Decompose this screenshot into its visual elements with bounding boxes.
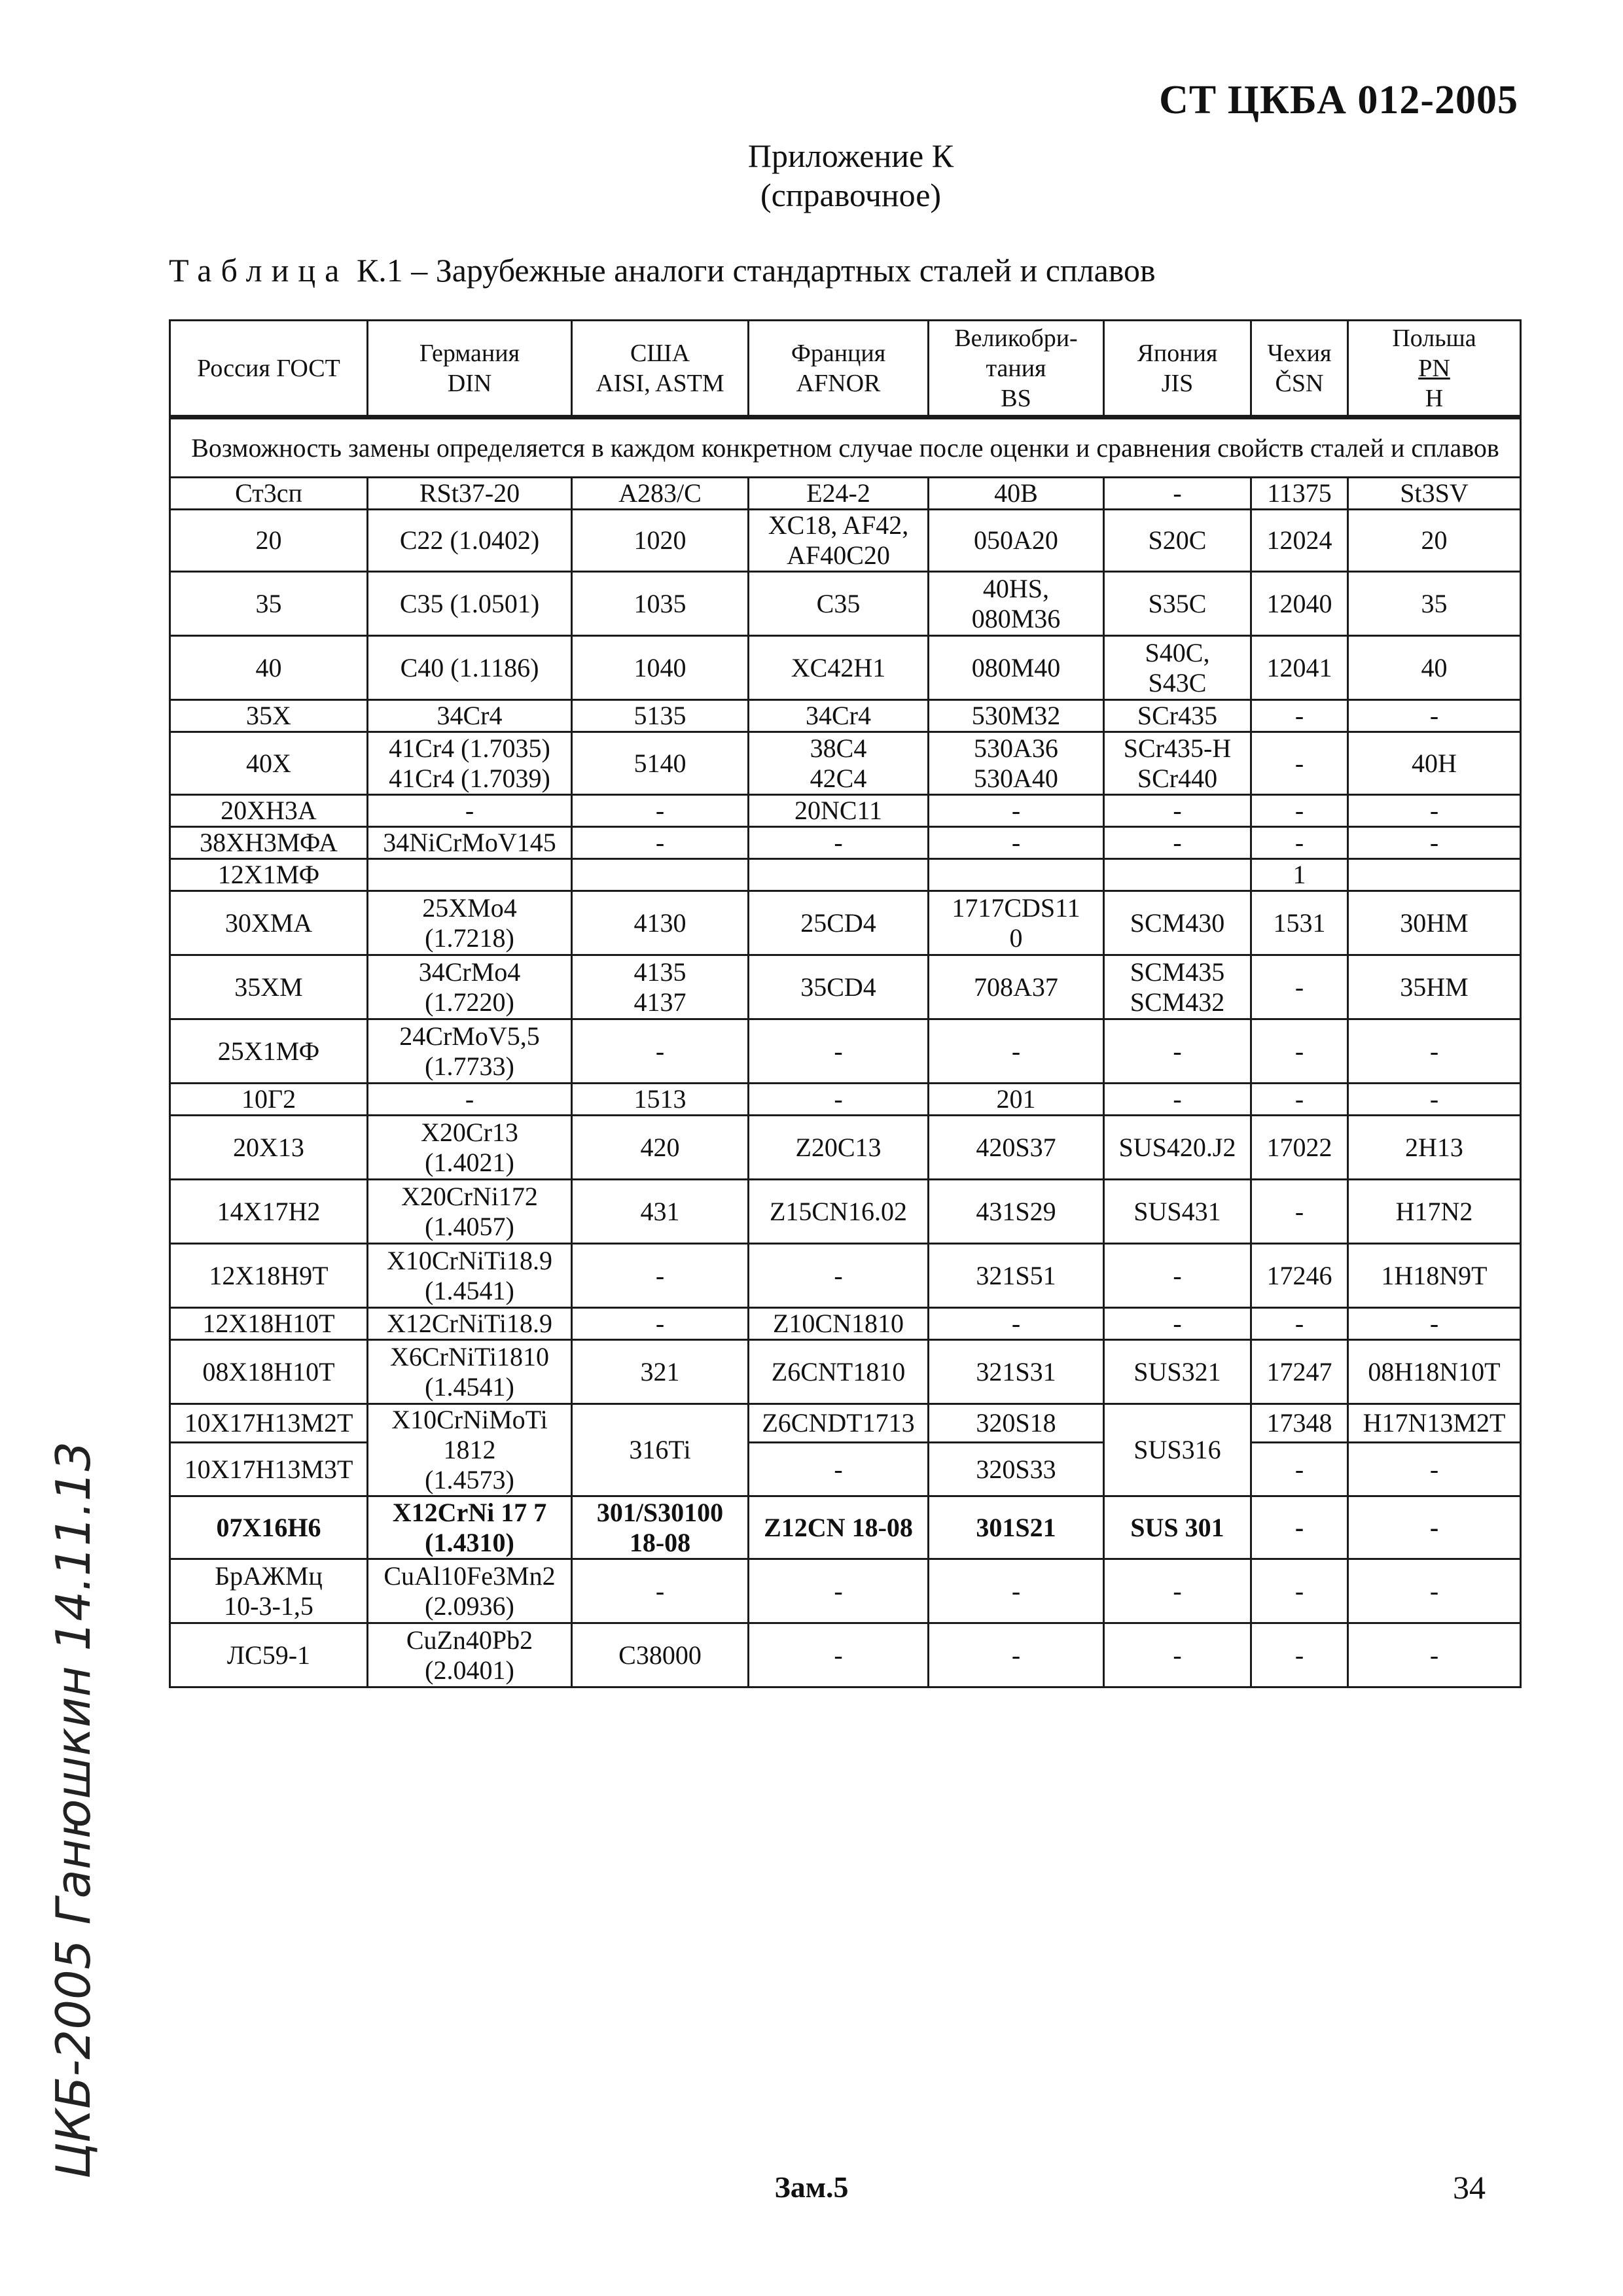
cell-aisi: 321 xyxy=(572,1340,749,1404)
cell-bs: - xyxy=(929,1623,1104,1687)
cell-csn: 17247 xyxy=(1251,1340,1348,1404)
cell-afnor: Z6CNT1810 xyxy=(749,1340,929,1404)
cell-pn: 2H13 xyxy=(1348,1116,1521,1180)
cell-pn: - xyxy=(1348,1559,1521,1623)
cell-afnor: Z10CN1810 xyxy=(749,1308,929,1340)
cell-pn: 30HM xyxy=(1348,891,1521,955)
cell-bs: 40HS, 080M36 xyxy=(929,572,1104,636)
page-number: 34 xyxy=(1453,2169,1486,2206)
table-row xyxy=(170,1404,1521,1443)
cell-pn: St3SV xyxy=(1348,478,1521,510)
header-csn: Чехия ČSN xyxy=(1251,321,1348,417)
cell-din: 41Cr4 (1.7035) 41Cr4 (1.7039) xyxy=(368,732,572,795)
cell-bs: 320S18 xyxy=(929,1404,1104,1443)
cell-jis: SUS431 xyxy=(1104,1180,1251,1244)
header-gost: Россия ГОСТ xyxy=(170,321,368,417)
table-row xyxy=(170,1019,1521,1084)
cell-din: 34CrMo4 (1.7220) xyxy=(368,955,572,1019)
cell-gost: 10Х17Н13М3Т xyxy=(170,1443,368,1496)
table-row xyxy=(170,1340,1521,1404)
cell-jis: - xyxy=(1104,1559,1251,1623)
cell-pn: - xyxy=(1348,1308,1521,1340)
cell-bs: - xyxy=(929,795,1104,827)
cell-din: C35 (1.0501) xyxy=(368,572,572,636)
table-row xyxy=(170,891,1521,955)
change-mark: Зам.5 xyxy=(774,2170,849,2204)
cell-csn: 1531 xyxy=(1251,891,1348,955)
cell-csn: 1 xyxy=(1251,859,1348,891)
cell-afnor: - xyxy=(749,1019,929,1084)
cell-csn: - xyxy=(1251,1308,1348,1340)
cell-csn: 17348 xyxy=(1251,1404,1348,1443)
cell-jis: - xyxy=(1104,1019,1251,1084)
cell-gost: 14Х17Н2 xyxy=(170,1180,368,1244)
cell-bs: 530A36 530A40 xyxy=(929,732,1104,795)
cell-csn: - xyxy=(1251,1084,1348,1116)
appendix-type: (справочное) xyxy=(760,177,942,213)
cell-aisi: - xyxy=(572,827,749,859)
cell-pn: - xyxy=(1348,700,1521,732)
cell-jis: - xyxy=(1104,1623,1251,1687)
cell-csn: 17246 xyxy=(1251,1244,1348,1308)
cell-afnor: XC42H1 xyxy=(749,636,929,700)
cell-gost: 35ХМ xyxy=(170,955,368,1019)
cell-aisi: 1035 xyxy=(572,572,749,636)
table-row xyxy=(170,955,1521,1019)
cell-pn: 40H xyxy=(1348,732,1521,795)
cell-aisi: C38000 xyxy=(572,1623,749,1687)
cell-csn: - xyxy=(1251,795,1348,827)
table-row xyxy=(170,1559,1521,1623)
cell-aisi: 4130 xyxy=(572,891,749,955)
cell-jis: SCM430 xyxy=(1104,891,1251,955)
cell-aisi: 1020 xyxy=(572,510,749,572)
cell-jis: SUS 301 xyxy=(1104,1496,1251,1559)
cell-pn: - xyxy=(1348,1623,1521,1687)
cell-csn: - xyxy=(1251,1180,1348,1244)
cell-pn: 08H18N10T xyxy=(1348,1340,1521,1404)
header-jis: Япония JIS xyxy=(1104,321,1251,417)
cell-pn: - xyxy=(1348,1084,1521,1116)
cell-din: X12CrNiTi18.9 xyxy=(368,1308,572,1340)
cell-din: RSt37-20 xyxy=(368,478,572,510)
cell-aisi: A283/C xyxy=(572,478,749,510)
cell-afnor: 20NC11 xyxy=(749,795,929,827)
table-row xyxy=(170,1116,1521,1180)
table-caption-text: К.1 – Зарубежные аналоги стандартных сталей и сплавов xyxy=(348,252,1156,289)
cell-afnor: 25CD4 xyxy=(749,891,929,955)
table-row xyxy=(170,1496,1521,1559)
cell-bs: - xyxy=(929,1559,1104,1623)
cell-pn: - xyxy=(1348,795,1521,827)
cell-gost: 35Х xyxy=(170,700,368,732)
cell-aisi: - xyxy=(572,1244,749,1308)
cell-aisi: 5140 xyxy=(572,732,749,795)
cell-gost: 07Х16Н6 xyxy=(170,1496,368,1559)
cell-pn: - xyxy=(1348,1443,1521,1496)
cell-aisi: 316Ti xyxy=(572,1404,749,1496)
cell-csn: 12024 xyxy=(1251,510,1348,572)
cell-din: 34NiCrMoV145 xyxy=(368,827,572,859)
cell-din: 34Cr4 xyxy=(368,700,572,732)
cell-csn: 17022 xyxy=(1251,1116,1348,1180)
cell-bs: 40B xyxy=(929,478,1104,510)
cell-aisi: - xyxy=(572,1559,749,1623)
cell-gost: 30ХМА xyxy=(170,891,368,955)
cell-bs: - xyxy=(929,827,1104,859)
table-caption-label: Таблица xyxy=(169,252,349,289)
cell-pn: - xyxy=(1348,1019,1521,1084)
cell-aisi: 5135 xyxy=(572,700,749,732)
cell-gost: 40 xyxy=(170,636,368,700)
table-row xyxy=(170,700,1521,732)
cell-din: X20CrNi172 (1.4057) xyxy=(368,1180,572,1244)
cell-din: CuZn40Pb2 (2.0401) xyxy=(368,1623,572,1687)
cell-csn: - xyxy=(1251,1623,1348,1687)
cell-bs: 050A20 xyxy=(929,510,1104,572)
cell-aisi: - xyxy=(572,795,749,827)
cell-afnor: - xyxy=(749,1244,929,1308)
cell-pn: 35HM xyxy=(1348,955,1521,1019)
cell-bs: 530M32 xyxy=(929,700,1104,732)
cell-jis: SCM435 SCM432 xyxy=(1104,955,1251,1019)
cell-afnor: Z20C13 xyxy=(749,1116,929,1180)
cell-gost: 12Х18Н9Т xyxy=(170,1244,368,1308)
cell-afnor: - xyxy=(749,1084,929,1116)
header-bs: Великобри- тания BS xyxy=(929,321,1104,417)
header-aisi: США AISI, ASTM xyxy=(572,321,749,417)
cell-jis: - xyxy=(1104,795,1251,827)
cell-gost: 10Х17Н13М2Т xyxy=(170,1404,368,1443)
cell-din: CuAl10Fe3Mn2 (2.0936) xyxy=(368,1559,572,1623)
cell-bs: 320S33 xyxy=(929,1443,1104,1496)
cell-jis: - xyxy=(1104,827,1251,859)
cell-din: 24CrMoV5,5 (1.7733) xyxy=(368,1019,572,1084)
cell-gost: 20Х13 xyxy=(170,1116,368,1180)
cell-din: X10CrNiMoTi 1812 (1.4573) xyxy=(368,1404,572,1496)
cell-din: X20Cr13 (1.4021) xyxy=(368,1116,572,1180)
table-row xyxy=(170,1623,1521,1687)
cell-din: C40 (1.1186) xyxy=(368,636,572,700)
cell-bs xyxy=(929,859,1104,891)
cell-jis: - xyxy=(1104,1308,1251,1340)
cell-pn: H17N13M2T xyxy=(1348,1404,1521,1443)
table-row xyxy=(170,636,1521,700)
cell-gost: 08Х18Н10Т xyxy=(170,1340,368,1404)
handwritten-margin-note: ЦКБ-2005 Ганюшкин 14.11.13 xyxy=(46,1441,101,2179)
cell-bs: 708A37 xyxy=(929,955,1104,1019)
cell-jis: - xyxy=(1104,1084,1251,1116)
cell-bs: 301S21 xyxy=(929,1496,1104,1559)
cell-csn: - xyxy=(1251,827,1348,859)
cell-gost: 25Х1МФ xyxy=(170,1019,368,1084)
cell-pn: - xyxy=(1348,1496,1521,1559)
cell-din: - xyxy=(368,795,572,827)
table-header xyxy=(170,321,1521,417)
cell-csn: - xyxy=(1251,1559,1348,1623)
table-row xyxy=(170,1308,1521,1340)
note-row xyxy=(170,417,1521,478)
cell-afnor: E24-2 xyxy=(749,478,929,510)
cell-din: X10CrNiTi18.9 (1.4541) xyxy=(368,1244,572,1308)
cell-csn: - xyxy=(1251,732,1348,795)
cell-bs: - xyxy=(929,1308,1104,1340)
cell-aisi: - xyxy=(572,1308,749,1340)
cell-gost: БрАЖМц 10-3-1,5 xyxy=(170,1559,368,1623)
appendix-title xyxy=(0,136,1623,215)
cell-bs: 201 xyxy=(929,1084,1104,1116)
cell-din: - xyxy=(368,1084,572,1116)
cell-gost: 35 xyxy=(170,572,368,636)
cell-pn: H17N2 xyxy=(1348,1180,1521,1244)
document-code: СТ ЦКБА 012-2005 xyxy=(1159,78,1518,122)
cell-afnor: Z12CN 18-08 xyxy=(749,1496,929,1559)
cell-aisi: - xyxy=(572,1019,749,1084)
cell-bs: 321S51 xyxy=(929,1244,1104,1308)
cell-pn: - xyxy=(1348,827,1521,859)
cell-pn: 40 xyxy=(1348,636,1521,700)
cell-din: C22 (1.0402) xyxy=(368,510,572,572)
cell-csn: - xyxy=(1251,700,1348,732)
cell-csn: - xyxy=(1251,1019,1348,1084)
cell-afnor: 38C4 42C4 xyxy=(749,732,929,795)
cell-jis: - xyxy=(1104,1244,1251,1308)
table-caption xyxy=(169,251,1156,289)
cell-afnor: - xyxy=(749,1559,929,1623)
cell-jis xyxy=(1104,859,1251,891)
header-row xyxy=(170,321,1521,417)
cell-afnor: Z6CNDT1713 xyxy=(749,1404,929,1443)
cell-csn: 11375 xyxy=(1251,478,1348,510)
cell-csn: - xyxy=(1251,955,1348,1019)
cell-jis: SUS420.J2 xyxy=(1104,1116,1251,1180)
cell-aisi xyxy=(572,859,749,891)
table-row xyxy=(170,827,1521,859)
cell-afnor: - xyxy=(749,1443,929,1496)
table-row xyxy=(170,510,1521,572)
cell-afnor: - xyxy=(749,1623,929,1687)
cell-pn: 20 xyxy=(1348,510,1521,572)
cell-gost: 38ХН3МФА xyxy=(170,827,368,859)
cell-gost: 12Х1МФ xyxy=(170,859,368,891)
cell-din: 25XMo4 (1.7218) xyxy=(368,891,572,955)
cell-aisi: 1513 xyxy=(572,1084,749,1116)
cell-bs: - xyxy=(929,1019,1104,1084)
cell-gost: 20ХН3А xyxy=(170,795,368,827)
cell-aisi: 4135 4137 xyxy=(572,955,749,1019)
table-row xyxy=(170,795,1521,827)
cell-csn: - xyxy=(1251,1443,1348,1496)
cell-afnor: 34Cr4 xyxy=(749,700,929,732)
table-body xyxy=(170,417,1521,1687)
header-pn: Польша PN H xyxy=(1348,321,1521,417)
table-row xyxy=(170,478,1521,510)
cell-bs: 321S31 xyxy=(929,1340,1104,1404)
substitution-note: Возможность замены определяется в каждом конкретном случае после оценки и сравнения свойств сталей и сплавов xyxy=(170,417,1521,478)
table-row xyxy=(170,1180,1521,1244)
cell-jis: S40C, S43C xyxy=(1104,636,1251,700)
cell-csn: - xyxy=(1251,1496,1348,1559)
steel-analogs-table xyxy=(169,319,1522,1688)
cell-pn: 1H18N9T xyxy=(1348,1244,1521,1308)
cell-afnor: XC18, AF42, AF40C20 xyxy=(749,510,929,572)
cell-csn: 12040 xyxy=(1251,572,1348,636)
cell-jis: SUS321 xyxy=(1104,1340,1251,1404)
header-din: Германия DIN xyxy=(368,321,572,417)
cell-aisi: 1040 xyxy=(572,636,749,700)
header-afnor: Франция AFNOR xyxy=(749,321,929,417)
cell-jis: SCr435-H SCr440 xyxy=(1104,732,1251,795)
table-row xyxy=(170,1084,1521,1116)
cell-pn xyxy=(1348,859,1521,891)
cell-bs: 1717CDS11 0 xyxy=(929,891,1104,955)
cell-gost: 12Х18Н10Т xyxy=(170,1308,368,1340)
table-row xyxy=(170,732,1521,795)
cell-afnor: C35 xyxy=(749,572,929,636)
cell-bs: 420S37 xyxy=(929,1116,1104,1180)
cell-bs: 431S29 xyxy=(929,1180,1104,1244)
cell-jis: SCr435 xyxy=(1104,700,1251,732)
cell-csn: 12041 xyxy=(1251,636,1348,700)
cell-din xyxy=(368,859,572,891)
table-row xyxy=(170,1244,1521,1308)
cell-aisi: 301/S30100 18-08 xyxy=(572,1496,749,1559)
cell-jis: SUS316 xyxy=(1104,1404,1251,1496)
cell-aisi: 420 xyxy=(572,1116,749,1180)
cell-gost: 10Г2 xyxy=(170,1084,368,1116)
cell-afnor: - xyxy=(749,827,929,859)
cell-din: X12CrNi 17 7 (1.4310) xyxy=(368,1496,572,1559)
cell-jis: S20C xyxy=(1104,510,1251,572)
cell-din: X6CrNiTi1810 (1.4541) xyxy=(368,1340,572,1404)
cell-afnor xyxy=(749,859,929,891)
cell-pn: 35 xyxy=(1348,572,1521,636)
cell-gost: Ст3сп xyxy=(170,478,368,510)
cell-bs: 080M40 xyxy=(929,636,1104,700)
cell-jis: - xyxy=(1104,478,1251,510)
appendix-name: Приложение К xyxy=(747,137,954,174)
cell-aisi: 431 xyxy=(572,1180,749,1244)
cell-gost: ЛС59-1 xyxy=(170,1623,368,1687)
table-row xyxy=(170,572,1521,636)
cell-gost: 40Х xyxy=(170,732,368,795)
cell-afnor: Z15CN16.02 xyxy=(749,1180,929,1244)
cell-gost: 20 xyxy=(170,510,368,572)
table-row xyxy=(170,859,1521,891)
cell-jis: S35C xyxy=(1104,572,1251,636)
cell-afnor: 35CD4 xyxy=(749,955,929,1019)
